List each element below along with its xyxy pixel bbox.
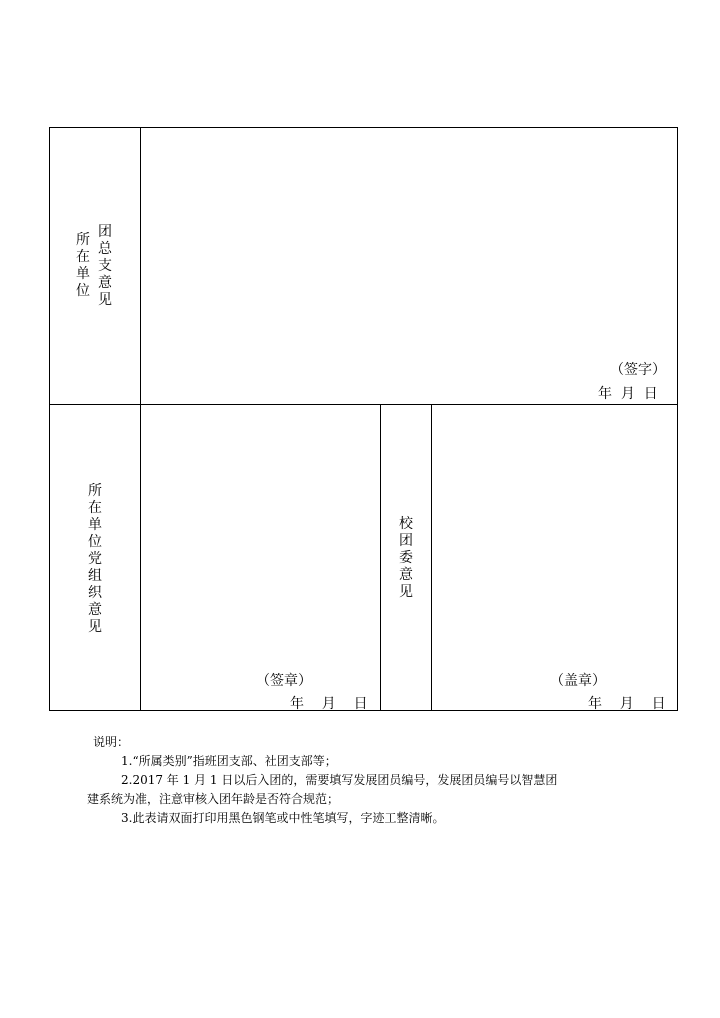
- notes-title: 说明：: [93, 735, 130, 749]
- date-label: 年 月 日: [588, 696, 666, 712]
- stamp-label: （盖章）: [550, 673, 606, 689]
- note-item: 1.“所属类别”指班团支部、社团支部等；: [121, 754, 337, 768]
- date-label: 年 月 日: [290, 696, 368, 712]
- unit-label-vertical: 所 在 单 位: [76, 232, 90, 299]
- approval-form-table: [49, 127, 678, 711]
- league-branch-opinion-label: 团 总 支 意 见: [98, 224, 112, 308]
- party-org-opinion-label: 所 在 单 位 党 组 织 意 见: [88, 483, 102, 635]
- school-label-left-divider: [380, 404, 381, 710]
- note-item: 3.此表请双面打印用黑色钢笔或中性笔填写，字迹工整清晰。: [121, 811, 445, 825]
- school-committee-opinion-label: 校 团 委 意 见: [399, 516, 413, 600]
- party-org-opinion-area[interactable]: [141, 405, 380, 710]
- seal-label: （签章）: [256, 673, 312, 689]
- date-label: 年 月 日: [598, 386, 658, 402]
- notes-section: [87, 733, 653, 828]
- note-item-continued: 建系统为准，注意审核入团年龄是否符合规范；: [87, 792, 340, 806]
- note-item: 2.2017 年 1 月 1 日以后入团的，需要填写发展团员编号，发展团员编号以智慧团: [121, 773, 558, 787]
- signature-label: （签字）: [610, 362, 666, 378]
- school-committee-opinion-area[interactable]: [432, 405, 677, 710]
- league-branch-opinion-area[interactable]: [141, 128, 677, 404]
